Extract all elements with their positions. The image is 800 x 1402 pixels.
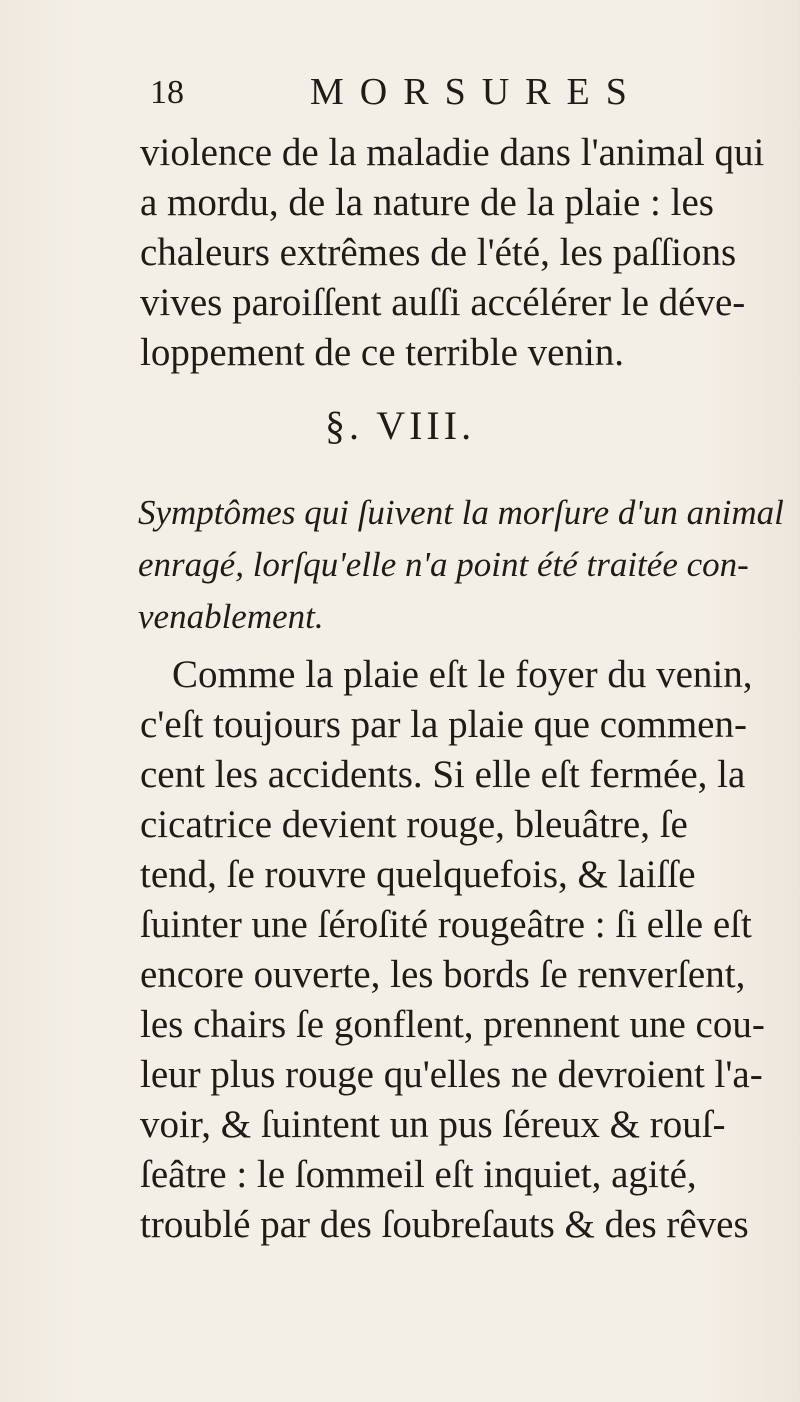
text-line: voir, & ſuintent un pus ſéreux & rouſ- xyxy=(140,1103,726,1146)
running-title: MORSURES xyxy=(310,71,643,113)
text-line: vives paroiſſent auſſi accélérer le déve- xyxy=(140,281,746,324)
text-line: leur plus rouge qu'elles ne devroient l'a- xyxy=(140,1053,763,1096)
page-number: 18 xyxy=(150,74,184,111)
text-line: tend, ſe rouvre quelquefois, & laiſſe xyxy=(140,853,696,896)
subtitle-line: Symptômes qui ſuivent la morſure d'un animal xyxy=(138,493,784,532)
section-subtitle xyxy=(138,487,784,643)
text-line: les chairs ſe gonflent, prennent une cou- xyxy=(140,1003,765,1046)
paragraph-1 xyxy=(140,128,770,378)
text-line: cent les accidents. Si elle eſt fermée, la xyxy=(140,753,746,796)
section-heading: §. VIII. xyxy=(324,403,476,448)
text-line: encore ouverte, les bords ſe renverſent, xyxy=(140,953,746,996)
paragraph-2 xyxy=(140,650,770,1250)
text-line: violence de la maladie dans l'animal qui xyxy=(140,131,765,174)
subtitle-line: enragé, lorſqu'elle n'a point été traitée con- xyxy=(138,545,749,584)
text-line: cicatrice devient rouge, bleuâtre, ſe xyxy=(140,803,688,846)
subtitle-line: venablement. xyxy=(138,597,324,636)
text-line: Comme la plaie eſt le foyer du venin, xyxy=(172,653,753,696)
text-line: chaleurs extrêmes de l'été, les paſſions xyxy=(140,231,737,274)
text-line: c'eſt toujours par la plaie que commen- xyxy=(140,703,747,746)
text-line: a mordu, de la nature de la plaie : les xyxy=(140,181,714,224)
text-line: ſeâtre : le ſommeil eſt inquiet, agité, xyxy=(140,1153,697,1196)
text-line: loppement de ce terrible venin. xyxy=(140,331,625,374)
text-line: troublé par des ſoubreſauts & des rêves xyxy=(140,1203,749,1246)
text-line: ſuinter une ſéroſité rougeâtre : ſi elle eſt xyxy=(140,903,752,946)
page-header xyxy=(150,70,730,120)
